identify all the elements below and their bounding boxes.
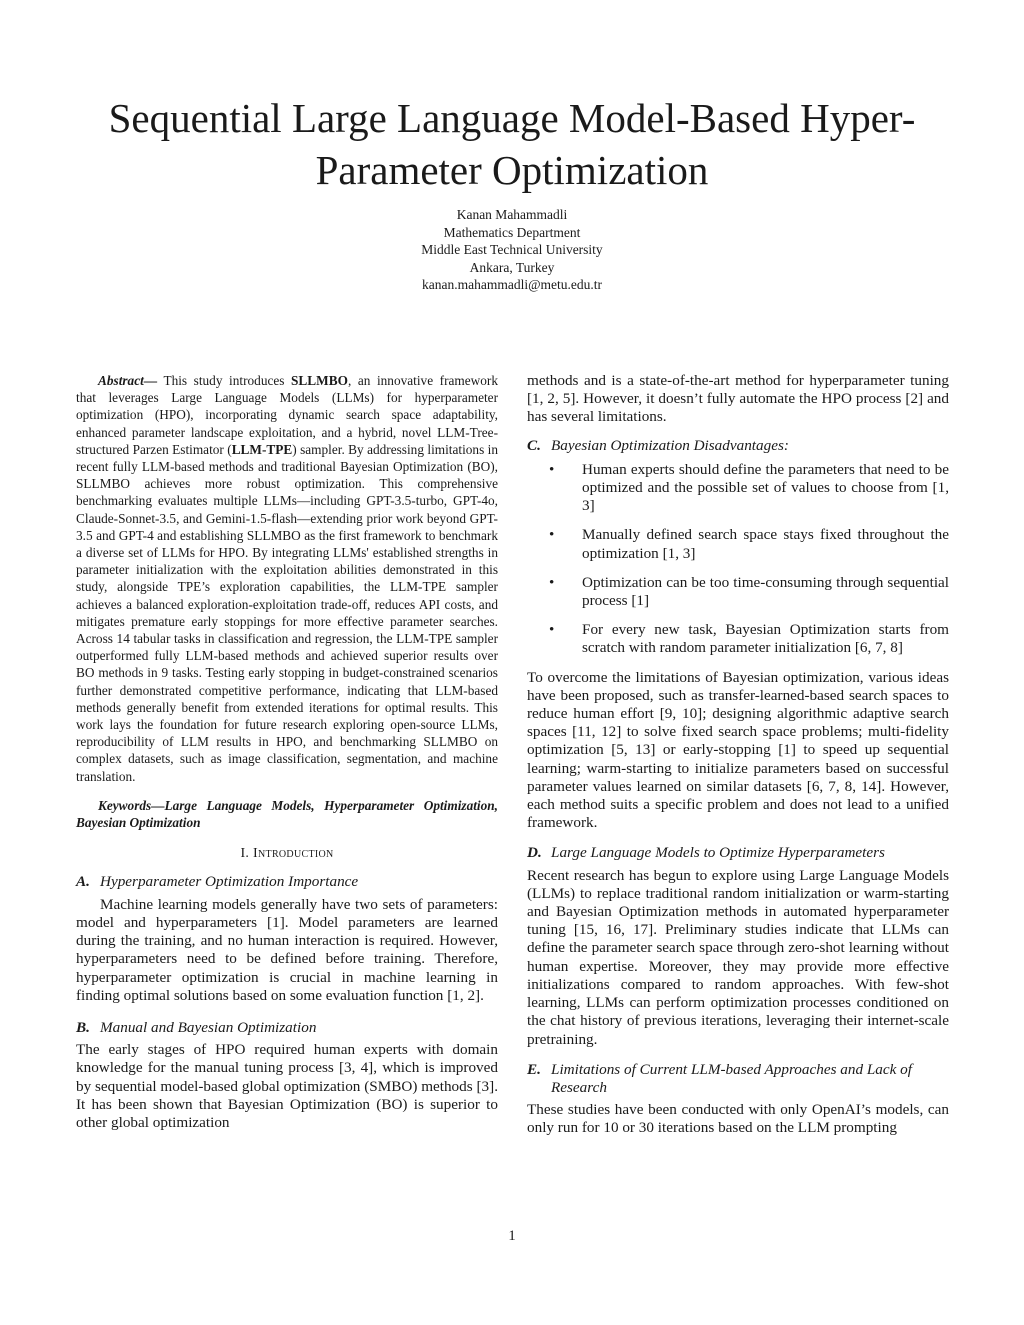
list-item-text: Human experts should define the parameters that need to be optimized and the possible set of values to choose from [1, 3] (582, 460, 949, 515)
subsection-heading-d (527, 844, 949, 862)
subsection-heading-b (76, 1019, 498, 1037)
paragraph-llm-hpo: Recent research has begun to explore using Large Language Models (LLMs) to replace traditional random initialization or warm-starting and Bayesian Optimization methods in automated hyperparameter tuning [15, 16, 17]. Preliminary studies indicate that LLMs can define the parameter search space through zero-shot learning without human expertise. Moreover, they may provide more effective initializations compared to random approaches. With few-shot learning, LLMs can perform optimization processes conditioned on the chat history of previous iterations, leveraging their internet-scale pretraining. (527, 866, 949, 1048)
subsection-letter: B. (76, 1018, 90, 1036)
title-line-1: Sequential Large Language Model-Based Hyper- (108, 95, 916, 141)
author-department: Mathematics Department (443, 224, 581, 240)
section-heading-introduction (76, 845, 498, 863)
list-item (527, 621, 949, 657)
abstract-dash: — (143, 373, 158, 388)
abstract-text-2: ) sampler. By addressing limitations in recent fully LLM-based methods and traditional Bayesian Optimization (BO), SLLMBO achieves more robust optimization. This comprehensive benchmarking evaluates multiple LLMs—including GPT-3.5-turbo, GPT-4o, Claude-Sonnet-3.5, and Gemini-1.5-flash—extending prior work beyond GPT-3.5 and GPT-4 and establishing SLLMBO as the first framework to benchmark a diverse set of LLMs for HPO. By integrating LLMs' established strengths in parameter initialization with the exploitation abilities demonstrated in this study, alongside TPE’s exploration capabilities, the LLM-TPE sampler achieves a balanced exploration-exploitation trade-off, reduces API costs, and mitigates premature early stoppings for more effective parameter searches. Across 14 tabular tasks in classification and regression, the LLM-TPE sampler outperformed fully LLM-based methods and achieved superior results over BO methods in 9 tasks. Testing early stopping in budget-constrained scenarios further demonstrated competitive performance, indicating that LLM-based methods generally benefit from extended iterations for optimal results. This work lays the foundation for future research exploring open-source LLMs, reproducibility of LLM results in HPO, and benchmarking SLLMBO on complex datasets, such as image classification, segmentation, and machine translation. (76, 441, 498, 784)
list-item (527, 461, 949, 516)
title-line-2: Parameter Optimization (315, 147, 709, 193)
paper-title (60, 92, 964, 196)
list-item (527, 574, 949, 610)
subsection-letter: E. (527, 1060, 541, 1078)
list-item-text: Manually defined search space stays fixed throughout the optimization [1, 3] (582, 526, 949, 562)
paragraph-manual-bayesian: The early stages of HPO required human experts with domain knowledge for the manual tuning process [3, 4], which is improved by sequential model-based global optimization (SMBO) methods [3]. It has been shown that Bayesian Optimization (BO) is superior to other global optimization (76, 1041, 498, 1131)
page-number: 1 (508, 1228, 516, 1244)
subsection-heading-c (527, 437, 949, 455)
author-location: Ankara, Turkey (469, 259, 555, 275)
author-email[interactable]: kanan.mahammadli@metu.edu.tr (421, 277, 602, 292)
section-title: Introduction (253, 846, 334, 862)
paragraph-hpo-importance: Machine learning models generally have two sets of parameters: model and hyperparameters [1]. Model parameters are learned during the training, and no human interaction is required. However, hyperparameters need to be defined before training. Therefore, hyperparameter optimization is crucial in machine learning in finding optimal solutions based on some evaluation function [1, 2]. (76, 895, 498, 1004)
right-column (527, 372, 949, 1138)
abstract-text-1: , an innovative framework that leverages Large Language Models (LLMs) for hyperparameter optimization (HPO), incorporating dynamic search space adaptability, enhanced parameter landscape exploitation, and a hybrid, novel LLM-Tree-structured Parzen Estimator ( (76, 373, 498, 457)
subsection-title: Hyperparameter Optimization Importance (100, 873, 359, 891)
paragraph-limitations: These studies have been conducted with only OpenAI’s models, can only run for 10 or 30 iterations based on the LLM prompting (527, 1101, 949, 1137)
keywords: Keywords—Large Language Models, Hyperparameter Optimization, Bayesian Optimization (76, 797, 498, 831)
paragraph-overcome-limitations: To overcome the limitations of Bayesian optimization, various ideas have been proposed, such as transfer-learned-based search spaces to reduce human effort [9, 10]; designing algorithmic adaptive search spaces [11, 12] to solve fixed search space problems; multi-fidelity optimization [5, 13] or early-stopping [1] to speed up sequential learning; warm-starting to initialize parameters based on successful parameter values learned on similar datasets [6, 7, 8, 14]. However, each method suits a specific problem and does not lead to a unified framework. (527, 668, 949, 832)
abstract-label: Abstract (98, 373, 144, 388)
bullet-icon: • (549, 526, 555, 544)
bo-disadvantages-list (527, 461, 949, 658)
intro-body (76, 873, 498, 1132)
list-item (527, 526, 949, 562)
subsection-title: Large Language Models to Optimize Hyperparameters (551, 844, 885, 862)
author-university: Middle East Technical University (421, 242, 603, 257)
bullet-icon: • (549, 573, 555, 591)
abstract (76, 372, 498, 785)
subsection-title: Limitations of Current LLM-based Approaches and Lack of Research (551, 1060, 912, 1096)
left-column (76, 372, 498, 1132)
list-item-text: For every new task, Bayesian Optimization starts from scratch with random parameter initialization [6, 7, 8] (582, 621, 949, 657)
list-item-text: Optimization can be too time-consuming through sequential process [1] (582, 573, 949, 610)
paragraph-continued: methods and is a state-of-the-art method for hyperparameter tuning [1, 2, 5]. However, it doesn’t fully automate the HPO process [2] and has several limitations. (527, 372, 949, 426)
subsection-heading-e (527, 1061, 949, 1097)
abstract-intro: This study introduces (157, 373, 292, 388)
subsection-heading-a (76, 873, 498, 891)
section-numeral: I. (240, 846, 250, 862)
subsection-title: Manual and Bayesian Optimization (100, 1018, 317, 1036)
author-name: Kanan Mahammadli (456, 207, 568, 222)
abstract-sllmbo: SLLMBO (291, 373, 348, 388)
bullet-icon: • (549, 460, 555, 478)
subsection-letter: C. (527, 436, 541, 454)
subsection-title: Bayesian Optimization Disadvantages: (551, 436, 789, 454)
subsection-letter: D. (527, 844, 542, 862)
subsection-letter: A. (76, 873, 90, 891)
abstract-llmtpe: LLM-TPE (231, 441, 293, 457)
author-block (262, 206, 762, 294)
bullet-icon: • (549, 621, 555, 639)
